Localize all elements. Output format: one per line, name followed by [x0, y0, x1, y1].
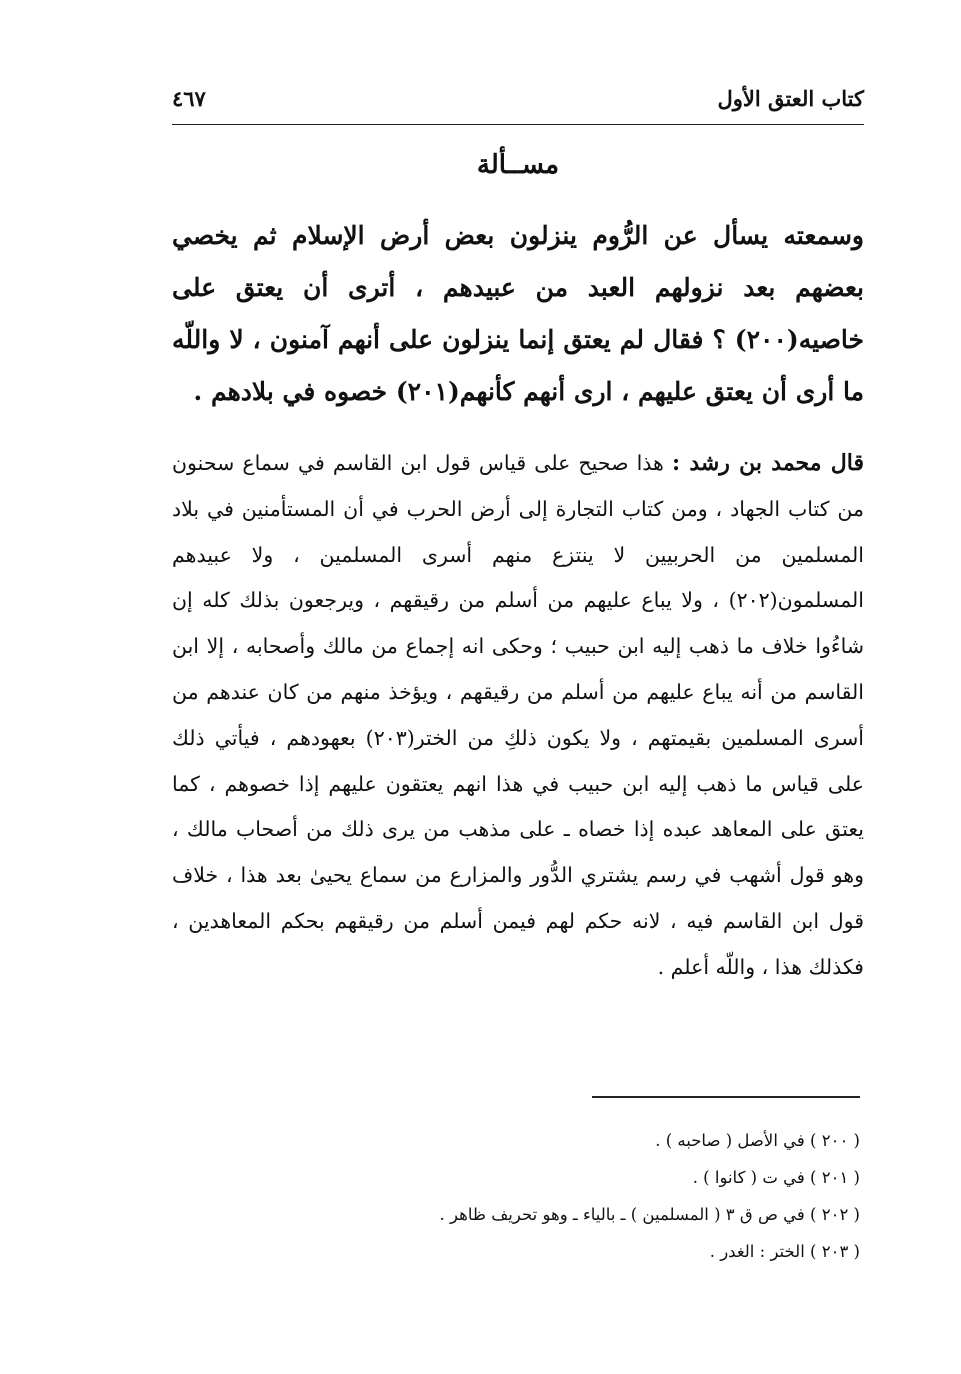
question-paragraph	[172, 210, 864, 418]
footnotes	[172, 1122, 860, 1270]
footnote: ( ٢٠١ ) في ت ( كانوا ) .	[692, 1168, 860, 1187]
section-heading: مســألة	[476, 150, 560, 180]
footnote: ( ٢٠٢ ) في ص ق ٣ ( المسلمين ) ـ بالياء ـ وهو تحريف ظاهر .	[439, 1205, 860, 1224]
footnote-divider	[592, 1096, 860, 1098]
question-line: خاصيه(٢٠٠) ؟ فقال لم يعتق إنما ينزلون على أنهم آمنون ، لا واللّه	[172, 325, 864, 354]
commentator-name: قال محمد بن رشد :	[671, 450, 864, 476]
question-line: وسمعته يسأل عن الرُّوم ينزلون بعض أرض الإسلام ثم	[253, 221, 864, 250]
chapter-title: كتاب العتق الأول	[717, 86, 864, 111]
question-line: ما أرى أن يعتق عليهم ، ارى أنهم كأنهم(٢٠١) خصوه في بلادهم .	[193, 377, 864, 406]
commentary-paragraph	[172, 441, 864, 991]
footnote: ( ٢٠٠ ) في الأصل ( صاحبه ) .	[655, 1131, 860, 1150]
page-number: ٤٦٧	[172, 86, 206, 111]
footnote: ( ٢٠٣ ) الختر : الغدر .	[709, 1242, 860, 1261]
running-header	[172, 84, 864, 120]
question-line: يخصي بعضهم بعد نزولهم العبد من عبيدهم ، أترى أن يعتق على	[172, 221, 864, 302]
commentary-text: هذا صحيح على قياس قول ابن القاسم في سماع سحنون من كتاب الجهاد ، ومن كتاب التجارة إلى أرض الحرب في أن المستأمنين في بلاد المسلمين من الحربيين لا ينتزع منهم أسرى المسلمين ، ولا عبيدهم المسلمون(٢٠٢) ، ولا يباع عليهم من أسلم من رقيقهم ، ويرجعون بذلك كله إن شاءُوا خلاف ما ذهب إليه ابن حبيب ؛ وحكى انه إجماع من مالك وأصحابه ، إلا ابن القاسم من أنه يباع عليهم من أسلم من رقيقهم ، ويؤخذ منهم من كان عندهم من أسرى المسلمين بقيمتهم ، ولا يكون ذلكِ من الختر(٢٠٣) بعهودهم ، فيأتي ذلك على قياس ما ذهب إليه ابن حبيب في هذا انهم يعتقون عليهم إذا خصوهم ، كما يعتق على المعاهد عبده إذا خصاه ـ على مذهب من يرى ذلك من أصحاب مالك ، وهو قول أشهب في رسم يشتري الدُّور والمزارع من سماع يحيىٰ بعد هذا ، خلاف قول ابن القاسم فيه ، لانه حكم لهم فيمن أسلم من رقيقهم بحكم المعاهدين ، فكذلك هذا ، واللّه أعلم .	[172, 451, 864, 979]
header-divider	[172, 124, 864, 125]
